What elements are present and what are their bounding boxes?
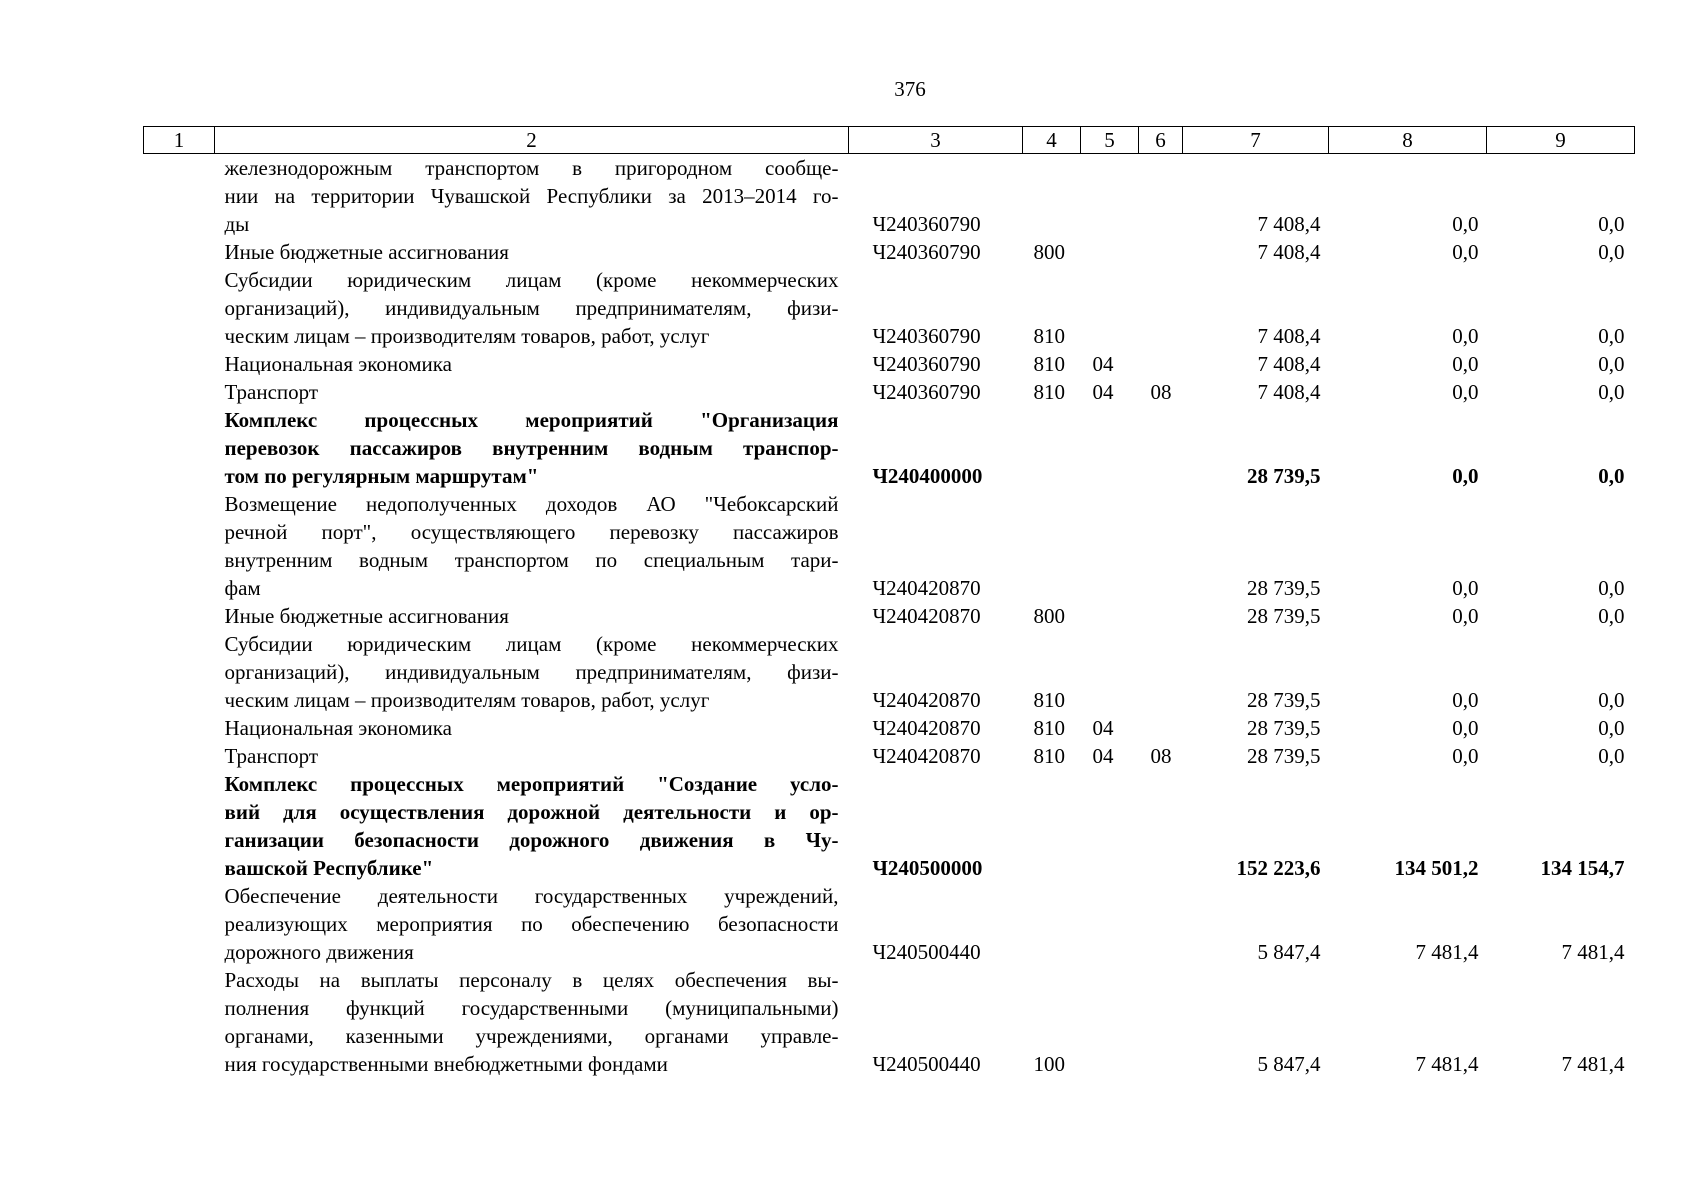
description-line: дорожного движения [224, 940, 414, 964]
amount-col7: 28 739,5 [1247, 604, 1321, 628]
row-description [215, 630, 849, 714]
amount-col9: 0,0 [1598, 716, 1625, 740]
table-row [144, 742, 1635, 770]
amount-col9: 0,0 [1598, 324, 1625, 348]
column-header-9: 9 [1487, 127, 1635, 154]
column-header-5: 5 [1081, 127, 1139, 154]
row-description [215, 266, 849, 350]
description-line: Транспорт [224, 380, 319, 404]
table-row [144, 630, 1635, 714]
amount-col7: 7 408,4 [1257, 380, 1321, 404]
amount-col9: 7 481,4 [1561, 1052, 1625, 1076]
expense-type-code: 810 [1033, 380, 1065, 404]
amount-col7: 7 408,4 [1257, 352, 1321, 376]
description-line: Национальная экономика [224, 352, 452, 376]
budget-table [143, 126, 1635, 1078]
amount-col9: 0,0 [1598, 464, 1625, 488]
amount-col7: 7 408,4 [1257, 324, 1321, 348]
expense-type-code [1023, 406, 1081, 490]
budget-code: Ч240360790 [872, 324, 981, 348]
description-line: внутренним водным транспортом по специальным тари- [224, 548, 839, 572]
description-line: перевозок пассажиров внутренним водным транспор- [224, 436, 839, 460]
table-row [144, 266, 1635, 350]
section-code [1081, 266, 1139, 350]
section-code [1081, 602, 1139, 630]
description-line: полнения функций государственными (муниципальными) [224, 996, 839, 1020]
row-number-cell [144, 882, 215, 966]
section-code: 04 [1092, 744, 1114, 768]
amount-col8: 0,0 [1452, 744, 1479, 768]
header-row [144, 127, 1635, 154]
amount-col7: 5 847,4 [1257, 1052, 1321, 1076]
amount-col7: 7 408,4 [1257, 212, 1321, 236]
amount-col9: 134 154,7 [1540, 856, 1625, 880]
column-header-2: 2 [215, 127, 849, 154]
amount-col8: 0,0 [1452, 352, 1479, 376]
table-row [144, 406, 1635, 490]
expense-type-code: 810 [1033, 688, 1065, 712]
description-line: железнодорожным транспортом в пригородном сообще- [224, 156, 839, 180]
table-row [144, 238, 1635, 266]
description-line: органами, казенными учреждениями, органами управле- [224, 1024, 839, 1048]
section-code [1081, 406, 1139, 490]
row-number-cell [144, 714, 215, 742]
budget-code: Ч240500440 [872, 940, 981, 964]
amount-col8: 134 501,2 [1394, 856, 1479, 880]
expense-type-code: 800 [1033, 240, 1065, 264]
amount-col9: 0,0 [1598, 380, 1625, 404]
description-line: Обеспечение деятельности государственных учреждений, [224, 884, 839, 908]
description-line: ческим лицам – производителям товаров, работ, услуг [224, 324, 710, 348]
subsection-code: 08 [1150, 380, 1172, 404]
budget-code: Ч240360790 [872, 352, 981, 376]
row-number-cell [144, 266, 215, 350]
budget-code: Ч240400000 [872, 464, 983, 488]
description-line: Субсидии юридическим лицам (кроме некоммерческих [224, 268, 839, 292]
description-line: Комплекс процессных мероприятий "Создание усло- [224, 772, 839, 796]
expense-type-code: 800 [1033, 604, 1065, 628]
row-number-cell [144, 154, 215, 239]
amount-col7: 28 739,5 [1247, 716, 1321, 740]
table-row [144, 714, 1635, 742]
column-header-6: 6 [1139, 127, 1183, 154]
expense-type-code: 100 [1033, 1052, 1065, 1076]
subsection-code [1139, 966, 1183, 1078]
description-line: нии на территории Чувашской Республики за 2013–2014 го- [224, 184, 839, 208]
column-header-3: 3 [849, 127, 1023, 154]
amount-col9: 0,0 [1598, 744, 1625, 768]
description-line: Возмещение недополученных доходов АО "Чебоксарский [224, 492, 839, 516]
amount-col8: 0,0 [1452, 380, 1479, 404]
row-description [215, 350, 849, 378]
amount-col7: 5 847,4 [1257, 940, 1321, 964]
row-description [215, 238, 849, 266]
amount-col9: 0,0 [1598, 212, 1625, 236]
description-line: Иные бюджетные ассигнования [224, 604, 509, 628]
description-line: Расходы на выплаты персоналу в целях обеспечения вы- [224, 968, 839, 992]
amount-col7: 28 739,5 [1247, 744, 1321, 768]
budget-code: Ч240420870 [872, 688, 981, 712]
subsection-code [1139, 630, 1183, 714]
amount-col8: 0,0 [1452, 576, 1479, 600]
amount-col8: 7 481,4 [1415, 1052, 1479, 1076]
subsection-code [1139, 154, 1183, 239]
expense-type-code: 810 [1033, 352, 1065, 376]
description-line: реализующих мероприятия по обеспечению безопасности [224, 912, 839, 936]
row-description [215, 714, 849, 742]
subsection-code: 08 [1150, 744, 1172, 768]
subsection-code [1139, 602, 1183, 630]
amount-col9: 0,0 [1598, 604, 1625, 628]
row-number-cell [144, 406, 215, 490]
row-number-cell [144, 238, 215, 266]
subsection-code [1139, 714, 1183, 742]
table-row [144, 350, 1635, 378]
amount-col9: 0,0 [1598, 688, 1625, 712]
description-line: организаций), индивидуальным предпринимателям, физи- [224, 296, 839, 320]
section-code: 04 [1092, 716, 1114, 740]
amount-col8: 7 481,4 [1415, 940, 1479, 964]
amount-col8: 0,0 [1452, 716, 1479, 740]
table-row [144, 154, 1635, 239]
row-number-cell [144, 490, 215, 602]
subsection-code [1139, 238, 1183, 266]
column-header-7: 7 [1183, 127, 1329, 154]
table-row [144, 966, 1635, 1078]
description-line: речной порт", осуществляющего перевозку пассажиров [224, 520, 839, 544]
subsection-code [1139, 406, 1183, 490]
description-line: ческим лицам – производителям товаров, работ, услуг [224, 688, 710, 712]
section-code [1081, 490, 1139, 602]
budget-code: Ч240360790 [872, 240, 981, 264]
budget-code: Ч240420870 [872, 604, 981, 628]
subsection-code [1139, 882, 1183, 966]
description-line: Транспорт [224, 744, 319, 768]
table-row [144, 378, 1635, 406]
description-line: Комплекс процессных мероприятий "Организация [224, 408, 839, 432]
row-description [215, 742, 849, 770]
expense-type-code: 810 [1033, 324, 1065, 348]
subsection-code [1139, 266, 1183, 350]
amount-col8: 0,0 [1452, 604, 1479, 628]
row-number-cell [144, 378, 215, 406]
section-code: 04 [1092, 380, 1114, 404]
section-code [1081, 630, 1139, 714]
amount-col9: 0,0 [1598, 576, 1625, 600]
section-code [1081, 238, 1139, 266]
table-row [144, 602, 1635, 630]
amount-col8: 0,0 [1452, 240, 1479, 264]
description-line: ды [224, 212, 250, 236]
budget-code: Ч240360790 [872, 380, 981, 404]
amount-col7: 28 739,5 [1247, 688, 1321, 712]
amount-col8: 0,0 [1452, 324, 1479, 348]
budget-code: Ч240420870 [872, 716, 981, 740]
expense-type-code [1023, 154, 1081, 239]
description-line: ния государственными внебюджетными фондами [224, 1052, 668, 1076]
description-line: вашской Республике" [224, 856, 434, 880]
amount-col8: 0,0 [1452, 688, 1479, 712]
page-number: 376 [894, 77, 926, 101]
row-number-cell [144, 770, 215, 882]
subsection-code [1139, 490, 1183, 602]
amount-col9: 0,0 [1598, 240, 1625, 264]
expense-type-code: 810 [1033, 716, 1065, 740]
section-code [1081, 966, 1139, 1078]
section-code: 04 [1092, 352, 1114, 376]
subsection-code [1139, 770, 1183, 882]
row-number-cell [144, 742, 215, 770]
description-line: вий для осуществления дорожной деятельности и ор- [224, 800, 839, 824]
table-row [144, 490, 1635, 602]
description-line: Субсидии юридическим лицам (кроме некоммерческих [224, 632, 839, 656]
expense-type-code [1023, 490, 1081, 602]
description-line: Иные бюджетные ассигнования [224, 240, 509, 264]
amount-col7: 28 739,5 [1247, 464, 1321, 488]
column-header-1: 1 [144, 127, 215, 154]
amount-col7: 28 739,5 [1247, 576, 1321, 600]
description-line: организаций), индивидуальным предпринимателям, физи- [224, 660, 839, 684]
column-header-8: 8 [1329, 127, 1487, 154]
budget-code: Ч240500000 [872, 856, 983, 880]
row-description [215, 378, 849, 406]
row-number-cell [144, 630, 215, 714]
expense-type-code [1023, 882, 1081, 966]
subsection-code [1139, 350, 1183, 378]
budget-code: Ч240420870 [872, 576, 981, 600]
amount-col9: 0,0 [1598, 352, 1625, 376]
amount-col9: 7 481,4 [1561, 940, 1625, 964]
description-line: Национальная экономика [224, 716, 452, 740]
amount-col8: 0,0 [1452, 464, 1479, 488]
description-line: ганизации безопасности дорожного движения в Чу- [224, 828, 839, 852]
row-description [215, 966, 849, 1078]
budget-code: Ч240500440 [872, 1052, 981, 1076]
table-row [144, 882, 1635, 966]
row-description [215, 490, 849, 602]
section-code [1081, 154, 1139, 239]
row-description [215, 770, 849, 882]
row-number-cell [144, 350, 215, 378]
amount-col7: 152 223,6 [1236, 856, 1321, 880]
description-line: фам [224, 576, 261, 600]
description-line: том по регулярным маршрутам" [224, 464, 539, 488]
row-number-cell [144, 966, 215, 1078]
row-description [215, 406, 849, 490]
expense-type-code [1023, 770, 1081, 882]
section-code [1081, 770, 1139, 882]
section-code [1081, 882, 1139, 966]
row-description [215, 602, 849, 630]
expense-type-code: 810 [1033, 744, 1065, 768]
column-header-4: 4 [1023, 127, 1081, 154]
amount-col7: 7 408,4 [1257, 240, 1321, 264]
table-row [144, 770, 1635, 882]
budget-code: Ч240420870 [872, 744, 981, 768]
row-number-cell [144, 602, 215, 630]
amount-col8: 0,0 [1452, 212, 1479, 236]
row-description [215, 154, 849, 239]
budget-code: Ч240360790 [872, 212, 981, 236]
row-description [215, 882, 849, 966]
